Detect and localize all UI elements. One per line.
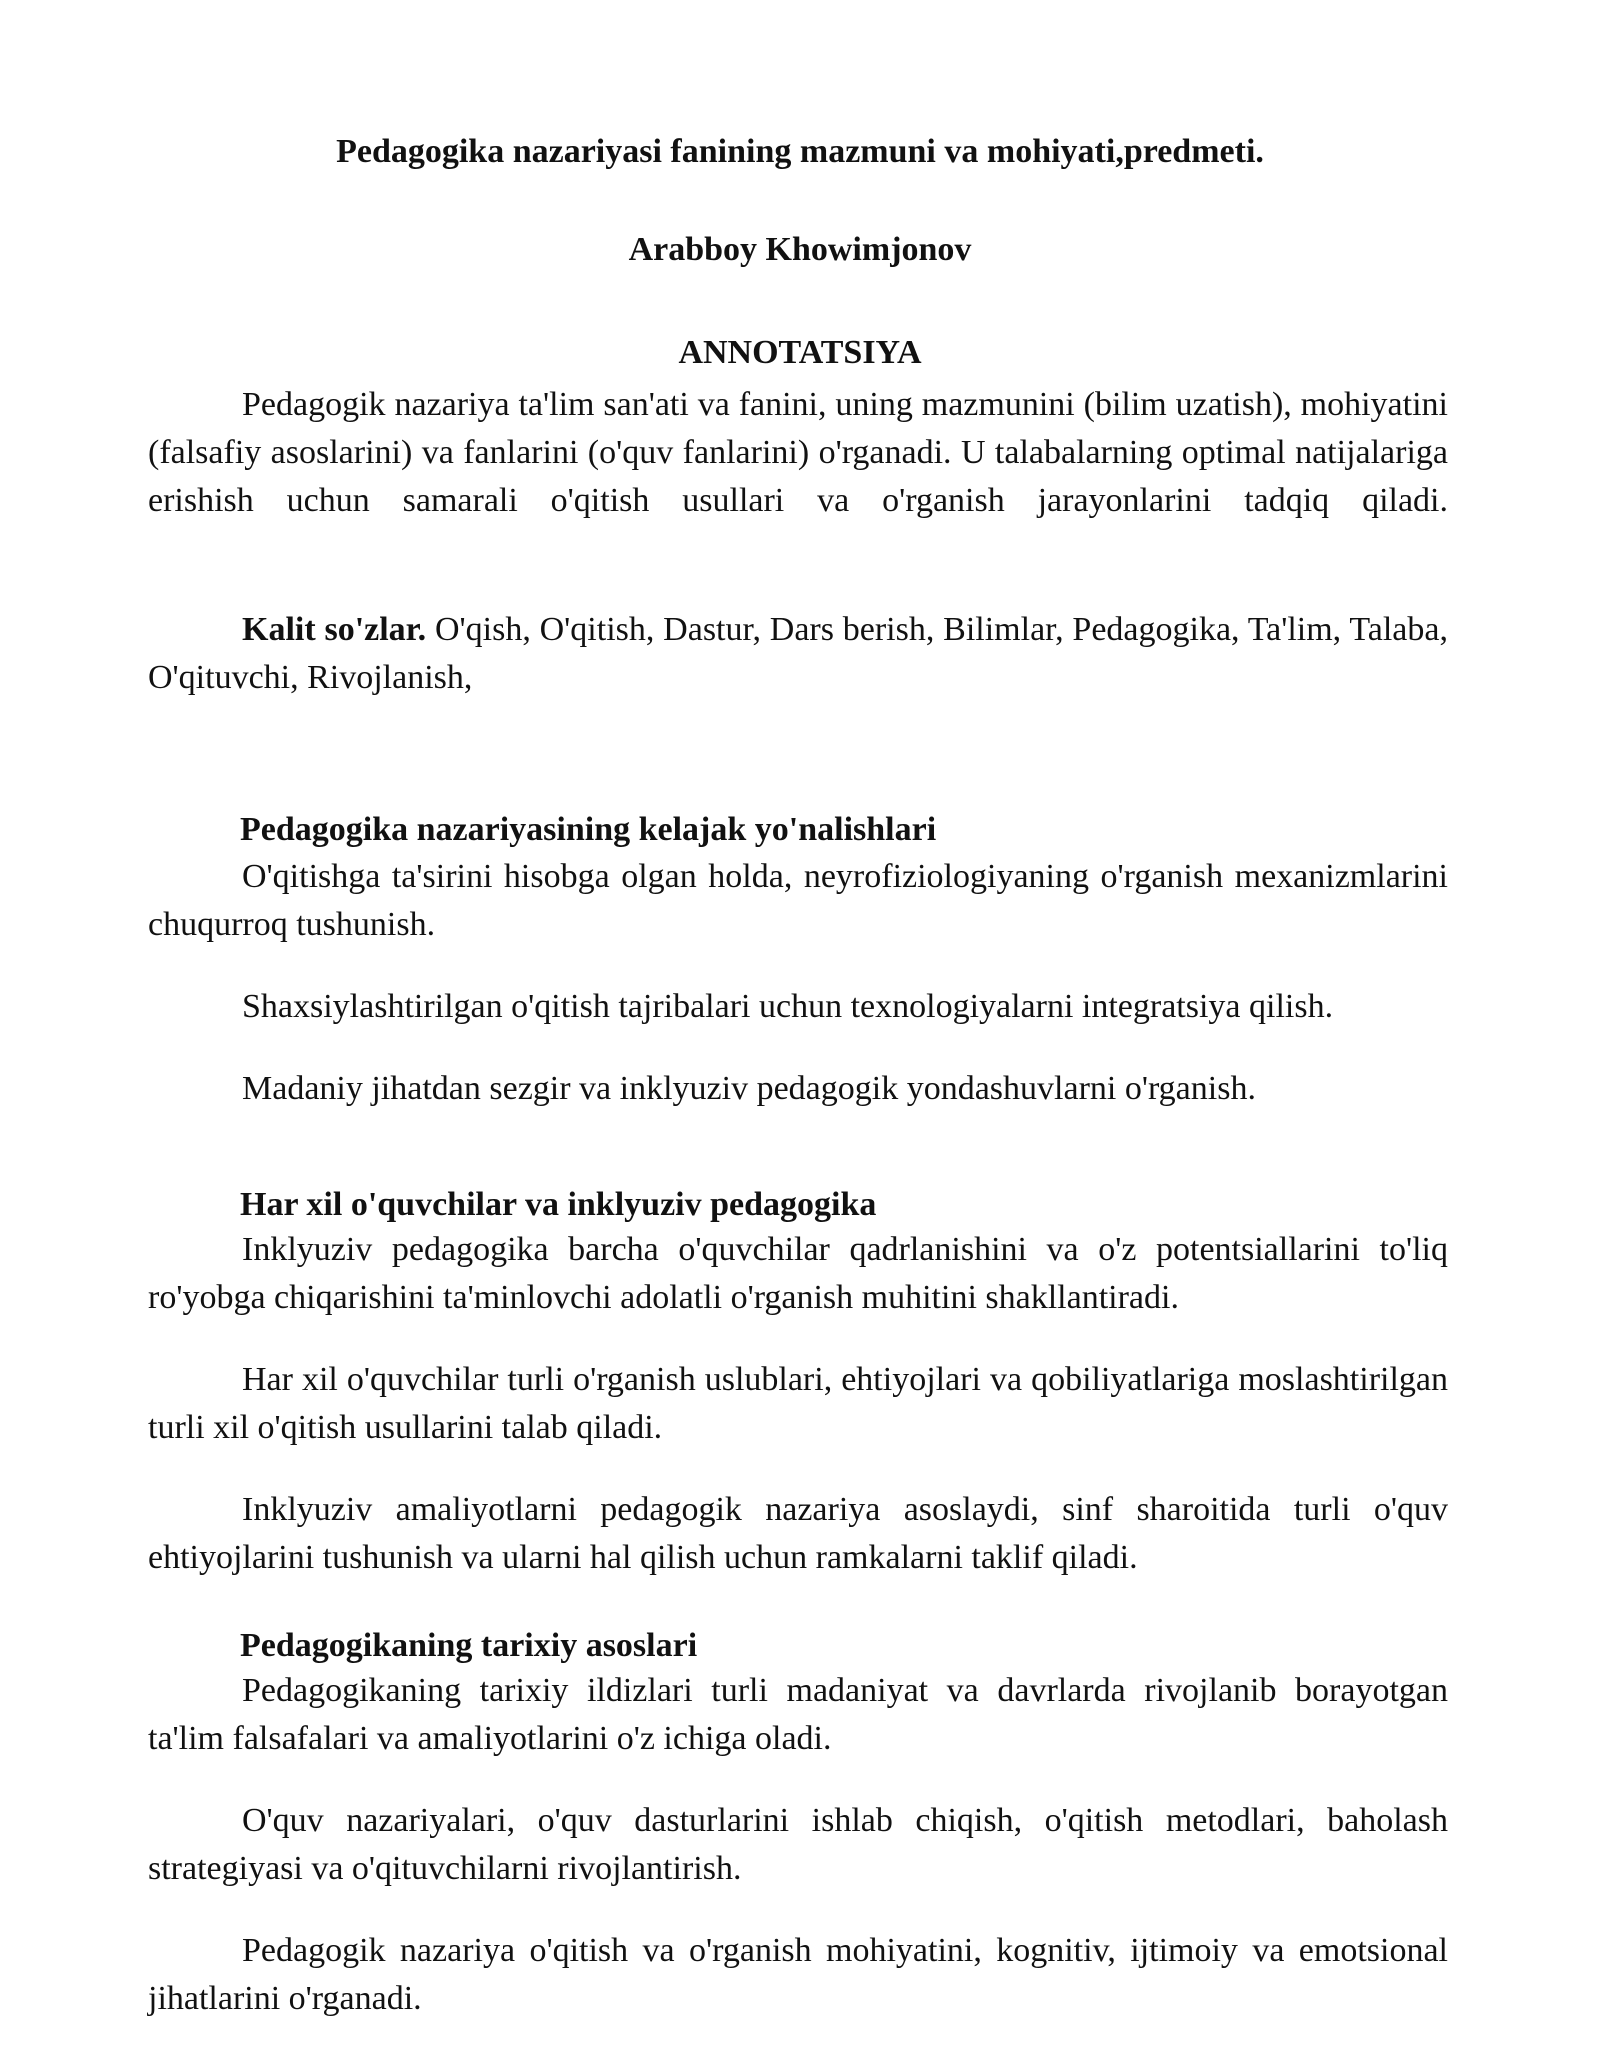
- author-name: Arabboy Khowimjonov: [628, 231, 972, 268]
- section-paragraph: Pedagogik nazariya o'qitish va o'rganish mohiyatini, kognitiv, ijtimoiy va emotsional jihatlarini o'rganadi.: [148, 1932, 1448, 2017]
- section-paragraph: Madaniy jihatdan sezgir va inklyuziv pedagogik yondashuvlarni o'rganish.: [242, 1070, 1256, 1107]
- section-paragraph: Har xil o'quvchilar turli o'rganish uslublari, ehtiyojlari va qobiliyatlariga moslashtirilgan turli xil o'qitish usullarini talab qiladi.: [148, 1361, 1448, 1446]
- annotation-paragraph: Pedagogik nazariya ta'lim san'ati va fanini, uning mazmunini (bilim uzatish), mohiyatini (falsafiy asoslarini) va fanlarini (o'quv fanlarini) o'rganadi. U talabalarning optimal natijalariga erishish uchun samarali o'qitish usullari va o'rganish jarayonlarini tadqiq qiladi.: [148, 386, 1448, 519]
- keywords-paragraph: [148, 606, 1448, 702]
- annotation-heading: ANNOTATSIYA: [678, 334, 922, 371]
- section-heading-historical-foundations: Pedagogikaning tarixiy asoslari: [240, 1627, 698, 1664]
- keywords-text: O'qish, O'qitish, Dastur, Dars berish, Bilimlar, Pedagogika, Ta'lim, Talaba, O'qituvchi, Rivojlanish,: [148, 611, 1448, 696]
- section-paragraph: O'quv nazariyalari, o'quv dasturlarini ishlab chiqish, o'qitish metodlari, baholash strategiyasi va o'qituvchilarni rivojlantirish.: [148, 1802, 1448, 1887]
- section-paragraph: Pedagogikaning tarixiy ildizlari turli madaniyat va davrlarda rivojlanib borayotgan ta'lim falsafalari va amaliyotlarini o'z ichiga oladi.: [148, 1672, 1448, 1757]
- section-paragraph: Shaxsiylashtirilgan o'qitish tajribalari uchun texnologiyalarni integratsiya qilish.: [242, 988, 1334, 1025]
- section-paragraph: Inklyuziv pedagogika barcha o'quvchilar qadrlanishini va o'z potentsiallarini to'liq ro'yobga chiqarishini ta'minlovchi adolatli o'rganish muhitini shakllantiradi.: [148, 1231, 1448, 1316]
- section-heading-inclusive-pedagogy: Har xil o'quvchilar va inklyuziv pedagogika: [240, 1186, 877, 1223]
- section-paragraph: O'qitishga ta'sirini hisobga olgan holda, neyrofiziologiyaning o'rganish mexanizmlarini chuqurroq tushunish.: [148, 858, 1448, 943]
- document-title: Pedagogika nazariyasi fanining mazmuni va mohiyati,predmeti.: [336, 133, 1264, 170]
- keywords-label: Kalit so'zlar.: [242, 611, 427, 648]
- section-paragraph: Inklyuziv amaliyotlarni pedagogik nazariya asoslaydi, sinf sharoitida turli o'quv ehtiyojlarini tushunish va ularni hal qilish uchun ramkalarni taklif qiladi.: [148, 1491, 1448, 1576]
- section-heading-future-directions: Pedagogika nazariyasining kelajak yo'nalishlari: [240, 811, 937, 848]
